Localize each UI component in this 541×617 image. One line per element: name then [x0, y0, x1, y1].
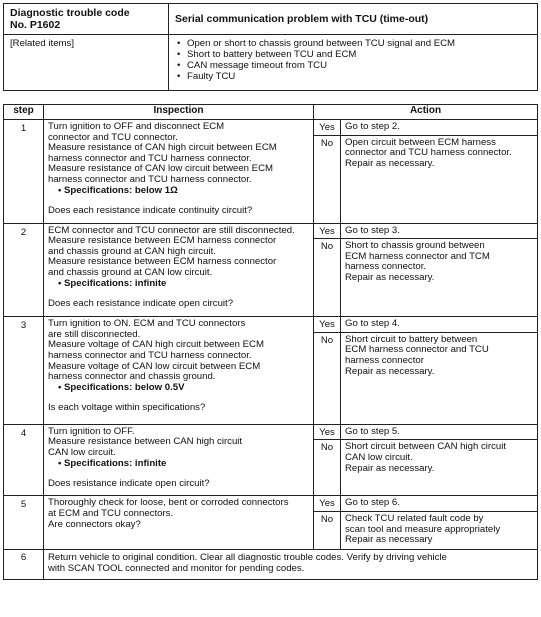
final-line: with SCAN TOOL connected and monitor for pending codes. — [48, 562, 305, 574]
inspection-line: and chassis ground at CAN low circuit. — [48, 266, 213, 278]
step-inspection — [44, 317, 314, 425]
step-number: 1 — [4, 120, 44, 224]
final-step-text — [44, 549, 538, 579]
specification: • Specifications: infinite — [58, 277, 167, 289]
action-line: Repair as necessary. — [345, 462, 435, 474]
inspection-line: Measure resistance between ECM harness connector — [48, 256, 277, 268]
inspection-line: CAN low circuit. — [48, 446, 116, 458]
inspection-line: Measure resistance between ECM harness connector — [48, 235, 277, 247]
yes-action: Go to step 2. — [341, 120, 538, 136]
inspection-line: Turn ignition to OFF. — [48, 425, 135, 437]
related-items-label: [Related items] — [10, 38, 74, 49]
no-action — [341, 332, 538, 424]
yes-action: Go to step 6. — [341, 496, 538, 512]
dtc-title: Serial communication problem with TCU (time-out) — [175, 13, 429, 25]
action-line: Repair as necessary. — [345, 271, 435, 283]
action-header: Action — [314, 105, 538, 120]
action-line: connector and TCU harness connector. — [345, 147, 512, 159]
step-inspection — [44, 496, 314, 550]
no-action — [341, 440, 538, 496]
action-line: harness connector. — [345, 261, 427, 273]
inspection-line: are still disconnected. — [48, 328, 141, 340]
no-label: No — [314, 239, 341, 317]
no-label: No — [314, 440, 341, 496]
step-inspection — [44, 223, 314, 317]
related-label-cell — [4, 35, 169, 91]
yes-label: Yes — [314, 424, 341, 440]
inspection-line: harness connector and chassis ground. — [48, 371, 216, 383]
inspection-line: Turn ignition to OFF and disconnect ECM — [48, 121, 225, 132]
action-line: Repair as necessary. — [345, 157, 435, 169]
step-number: 3 — [4, 317, 44, 425]
yes-label: Yes — [314, 496, 341, 512]
inspection-line: Measure resistance of CAN high circuit between ECM — [48, 142, 277, 154]
step-number: 5 — [4, 496, 44, 550]
inspection-question: Does each resistance indicate open circuit? — [48, 298, 234, 310]
step-number: 6 — [4, 549, 44, 579]
inspection-question: Is each voltage within specifications? — [48, 402, 206, 414]
action-line: harness connector — [345, 354, 424, 366]
dtc-header-table — [3, 3, 538, 91]
step-header: step — [4, 105, 44, 120]
action-line: Repair as necessary. — [345, 365, 435, 377]
inspection-line: Are connectors okay? — [48, 518, 141, 530]
related-item: • Faulty TCU — [175, 71, 531, 82]
action-line: Short circuit to battery between — [345, 333, 478, 345]
step-inspection — [44, 424, 314, 496]
dtc-title-cell — [169, 4, 538, 35]
action-line: CAN low circuit. — [345, 451, 413, 463]
dtc-code-cell — [4, 4, 169, 35]
action-line: Repair as necessary — [345, 534, 433, 546]
dtc-code-label: Diagnostic trouble code — [10, 7, 130, 19]
inspection-table — [3, 104, 538, 580]
specification: • Specifications: below 0.5V — [58, 381, 185, 393]
yes-label: Yes — [314, 317, 341, 333]
dtc-code-number: No. P1602 — [10, 19, 61, 31]
no-action — [341, 135, 538, 223]
action-line: Check TCU related fault code by — [345, 512, 484, 524]
inspection-line: Measure resistance of CAN low circuit between ECM — [48, 163, 274, 175]
inspection-line: Measure voltage of CAN low circuit between ECM — [48, 360, 261, 372]
no-label: No — [314, 332, 341, 424]
inspection-line: Thoroughly check for loose, bent or corroded connectors — [48, 497, 289, 509]
related-items-list — [175, 38, 531, 82]
inspection-line: at ECM and TCU connectors. — [48, 507, 174, 519]
action-line: Open circuit between ECM harness — [345, 136, 496, 148]
inspection-line: harness connector and TCU harness connector. — [48, 173, 252, 185]
inspection-line: Measure resistance between CAN high circuit — [48, 436, 243, 448]
no-label: No — [314, 511, 341, 549]
related-item: • Open or short to chassis ground between TCU signal and ECM — [175, 38, 531, 49]
yes-action: Go to step 3. — [341, 223, 538, 239]
inspection-line: harness connector and TCU harness connector. — [48, 349, 252, 361]
final-line: Return vehicle to original condition. Clear all diagnostic trouble codes. Verify by driving vehicle — [48, 551, 447, 563]
specification: • Specifications: below 1Ω — [58, 184, 178, 196]
inspection-line: ECM connector and TCU connector are still disconnected. — [48, 224, 295, 236]
step-inspection — [44, 120, 314, 224]
related-item: • Short to battery between TCU and ECM — [175, 49, 531, 60]
action-line: Short circuit between CAN high circuit — [345, 441, 507, 453]
yes-label: Yes — [314, 223, 341, 239]
related-item: • CAN message timeout from TCU — [175, 60, 531, 71]
yes-label: Yes — [314, 120, 341, 136]
inspection-line: and chassis ground at CAN high circuit. — [48, 245, 216, 257]
no-label: No — [314, 135, 341, 223]
inspection-line: connector and TCU connector. — [48, 131, 178, 143]
inspection-line: Measure voltage of CAN high circuit between ECM — [48, 339, 264, 351]
inspection-header-row — [4, 105, 538, 120]
action-line: ECM harness connector and TCM — [345, 250, 490, 262]
specification: • Specifications: infinite — [58, 457, 167, 469]
action-line: Short to chassis ground between — [345, 240, 485, 252]
yes-action: Go to step 5. — [341, 424, 538, 440]
inspection-question: Does resistance indicate open circuit? — [48, 478, 210, 490]
inspection-question: Does each resistance indicate continuity circuit? — [48, 205, 253, 217]
related-items-cell — [169, 35, 538, 91]
inspection-line: harness connector and TCU harness connector. — [48, 152, 252, 164]
yes-action: Go to step 4. — [341, 317, 538, 333]
inspection-line: Turn ignition to ON. ECM and TCU connectors — [48, 318, 246, 330]
action-line: scan tool and measure appropriately — [345, 523, 501, 535]
no-action — [341, 239, 538, 317]
inspection-header: Inspection — [44, 105, 314, 120]
step-number: 2 — [4, 223, 44, 317]
action-line: ECM harness connector and TCU — [345, 344, 489, 356]
step-number: 4 — [4, 424, 44, 496]
no-action — [341, 511, 538, 549]
